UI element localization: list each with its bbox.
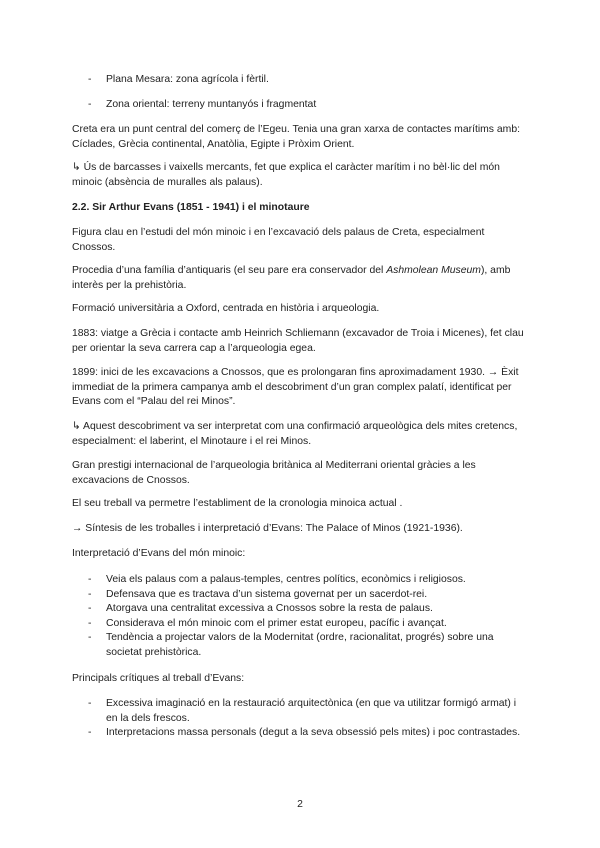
list-item: - Plana Mesara: zona agrícola i fèrtil. — [88, 73, 528, 88]
list-item: - Considerava el món minoic com el primer estat europeu, pacífic i avançat. — [88, 617, 447, 629]
list-item: - Atorgava una centralitat excessiva a Cnossos sobre la resta de palaus. — [88, 603, 433, 615]
bullet: - — [88, 98, 92, 110]
paragraph-sintesi: → Síntesis de les troballes i interpretació d’Evans: The Palace of Minos (1921-1936). — [72, 523, 463, 534]
paragraph-procedia: Procedia d’una família d’antiquaris (el seu pare era conservador del Ashmolean Museum), amb interès per la prehistòria. — [72, 265, 511, 291]
list-item: - Zona oriental: terreny muntanyós i fragmentat — [88, 98, 528, 113]
paragraph-treball: El seu treball va permetre l’establiment de la cronologia minoica actual . — [72, 498, 403, 509]
paragraph-1899: 1899: inici de les excavacions a Cnossos, que es prolongaran fins aproximadament 1930. → Èxit immediat de la primera campanya amb el descobriment d’un gran complex palatí, identificat per Evans com el “Palau del rei Minos”. — [72, 367, 519, 408]
list-item: - Defensava que es tractava d’un sistema governat per un sacerdot-rei. — [88, 588, 428, 600]
top-list — [88, 73, 528, 112]
paragraph-formacio: Formació universitària a Oxford, centrada en història i arqueologia. — [72, 303, 380, 314]
museum-name: Ashmolean Museum — [386, 265, 481, 276]
bullet: - — [88, 74, 92, 85]
interpretation-list — [88, 573, 528, 661]
criticism-title: Principals crítiques al treball d’Evans: — [72, 673, 245, 684]
paragraph-prestigi: Gran prestigi internacional de l’arqueologia britànica al Mediterrani oriental gràcies a les excavacions de Cnossos. — [72, 460, 476, 486]
criticism-list — [88, 697, 528, 741]
paragraph-creta: Creta era un punt central del comerç de l’Egeu. Tenia una gran xarxa de contactes marítims amb: Cíclades, Grècia continental, Anatòlia, Egipte i Pròxim Orient. — [72, 124, 520, 150]
paragraph-descobriment: ↳ Aquest descobriment va ser interpretat com una confirmació arqueològica dels mites cretencs, especialment: el laberint, el Minotaure i el rei Minos. — [72, 421, 518, 447]
paragraph-barcasses: ↳ Ús de barcasses i vaixells mercants, fet que explica el caràcter marítim i no bèl·lic del món minoic (absència de muralles als palaus). — [72, 162, 500, 188]
list-item: - Tendència a projectar valors de la Modernitat (ordre, racionalitat, progrés) sobre una societat prehistòrica. — [88, 632, 494, 658]
list-item: - Veia els palaus com a palaus-temples, centres polítics, econòmics i religiosos. — [88, 574, 466, 585]
list-item: - Interpretacions massa personals (degut a la seva obsessió pels mites) i poc contrastades. — [88, 727, 521, 739]
list-item: - Excessiva imaginació en la restauració arquitectònica (en que va utilitzar formigó armat) i en la dels frescos. — [88, 698, 517, 724]
section-heading: 2.2. Sir Arthur Evans (1851 - 1941) i el minotaure — [72, 202, 310, 213]
paragraph-1883: 1883: viatge a Grècia i contacte amb Heinrich Schliemann (excavador de Troia i Micenes), fet clau per orientar la seva carrera cap a l’arqueologia egea. — [72, 328, 524, 354]
page-number: 2 — [297, 799, 303, 810]
paragraph-figura: Figura clau en l’estudi del món minoic i en l’excavació dels palaus de Creta, especialment Cnossos. — [72, 227, 485, 253]
interpretation-title: Interpretació d’Evans del món minoic: — [72, 548, 246, 559]
